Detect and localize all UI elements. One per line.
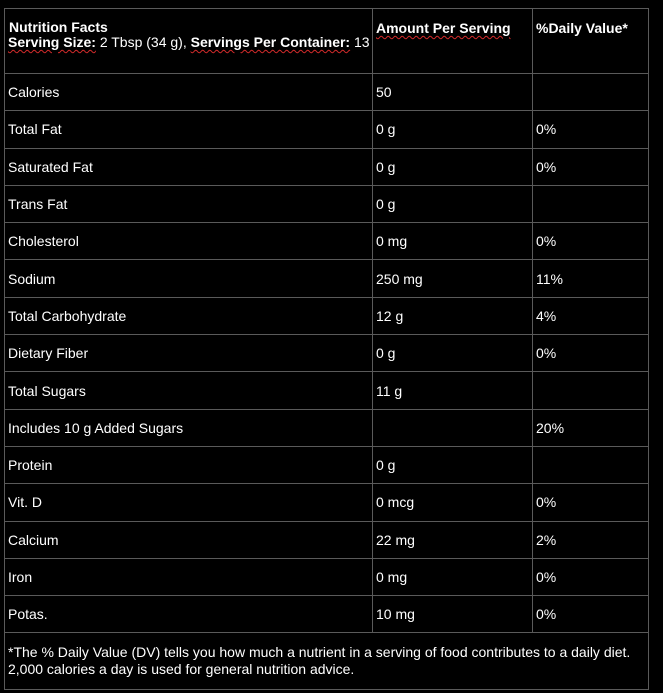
nutrient-name-cell[interactable] (5, 148, 373, 185)
nutrient-name-cell[interactable] (5, 484, 373, 521)
footnote-line-2: 2,000 calories a day is used for general nutrition advice. (8, 661, 355, 678)
amount-text: 0 mg (376, 233, 408, 250)
daily-value-cell[interactable] (533, 260, 649, 297)
nutrient-name-text: Total Carbohydrate (8, 307, 127, 324)
nutrient-name-text: Total Fat (8, 121, 62, 138)
serving-info (8, 35, 372, 50)
header-dv-cell[interactable] (533, 9, 649, 74)
amount-cell[interactable] (373, 185, 533, 222)
nutrient-name-cell[interactable] (5, 335, 373, 372)
amount-text: 0 g (376, 121, 396, 138)
amount-text: 22 mg (376, 531, 415, 548)
daily-value-text: 11% (536, 270, 563, 287)
servings-value: 13 (354, 34, 370, 50)
amount-cell[interactable] (373, 260, 533, 297)
header-title-cell[interactable] (5, 9, 373, 74)
header-amount-cell[interactable] (373, 9, 533, 74)
daily-value-cell[interactable] (533, 596, 649, 633)
table-row (5, 223, 649, 260)
serving-size-label: Serving Size: (8, 34, 96, 50)
nutrient-name-cell[interactable] (5, 111, 373, 148)
nutrient-name-text: Trans Fat (8, 196, 68, 213)
amount-cell[interactable] (373, 148, 533, 185)
amount-cell[interactable] (373, 558, 533, 595)
nutrition-facts-table (4, 8, 649, 690)
nutrient-name-text: Calcium (8, 531, 59, 548)
daily-value-cell[interactable] (533, 74, 649, 111)
table-row (5, 521, 649, 558)
amount-text: 0 g (376, 457, 396, 474)
nutrient-name-text: Iron (8, 569, 33, 585)
daily-value-cell[interactable] (533, 185, 649, 222)
table-row (5, 111, 649, 148)
daily-value-cell[interactable] (533, 409, 649, 446)
nutrient-name-text: Calories (8, 84, 60, 101)
nutrient-name-cell[interactable] (5, 185, 373, 222)
nutrient-name-cell[interactable] (5, 446, 373, 483)
nutrient-name-text: Dietary Fiber (8, 345, 89, 362)
daily-value-text: 0% (536, 345, 557, 362)
nutrient-name-cell[interactable] (5, 558, 373, 595)
amount-cell[interactable] (373, 74, 533, 111)
nutrient-name-text: Total Sugars (8, 382, 86, 399)
header-row (5, 9, 649, 74)
table-row (5, 372, 649, 409)
daily-value-cell[interactable] (533, 446, 649, 483)
amount-cell[interactable] (373, 596, 533, 633)
daily-value-cell[interactable] (533, 335, 649, 372)
amount-text: 0 g (376, 345, 396, 362)
amount-cell[interactable] (373, 409, 533, 446)
amount-cell[interactable] (373, 223, 533, 260)
table-row (5, 558, 649, 595)
nutrient-name-cell[interactable] (5, 596, 373, 633)
amount-cell[interactable] (373, 446, 533, 483)
table-row (5, 596, 649, 633)
nutrient-name-cell[interactable] (5, 223, 373, 260)
nutrient-name-text: Sodium (8, 270, 56, 287)
nutrient-name-cell[interactable] (5, 521, 373, 558)
daily-value-cell[interactable] (533, 297, 649, 334)
daily-value-cell[interactable] (533, 223, 649, 260)
servings-label: Servings Per Container: (190, 34, 351, 50)
table-row (5, 297, 649, 334)
daily-value-cell[interactable] (533, 372, 649, 409)
amount-text: 12 g (376, 307, 404, 324)
table-row (5, 335, 649, 372)
amount-cell[interactable] (373, 111, 533, 148)
daily-value-header: %Daily Value* (536, 20, 628, 36)
amount-text: 0 g (376, 196, 396, 213)
daily-value-text: 0% (536, 494, 557, 511)
daily-value-cell[interactable] (533, 111, 649, 148)
daily-value-text: 2% (536, 531, 557, 548)
table-row (5, 74, 649, 111)
amount-cell[interactable] (373, 335, 533, 372)
daily-value-text: 0% (536, 158, 557, 175)
nutrient-name-text: Vit. D (8, 494, 42, 511)
amount-cell[interactable] (373, 297, 533, 334)
nutrient-name-text: Saturated Fat (8, 158, 93, 175)
daily-value-text: 4% (536, 307, 557, 324)
daily-value-text: 0% (536, 121, 557, 138)
nutrient-name-text: Protein (8, 457, 53, 474)
daily-value-text: 20% (536, 419, 565, 436)
serving-size-value: 2 Tbsp (34 g), (99, 34, 187, 50)
nutrient-name-text: Cholesterol (8, 233, 79, 250)
table-row (5, 484, 649, 521)
daily-value-text: 0% (536, 606, 557, 623)
daily-value-text: 0% (536, 233, 557, 250)
amount-text: 50 (376, 84, 392, 101)
amount-text: 10 mg (376, 606, 415, 623)
nutrient-name-cell[interactable] (5, 372, 373, 409)
nutrient-name-cell[interactable] (5, 74, 373, 111)
nutrient-name-text: Potas. (8, 606, 48, 623)
nutrition-facts-title: Nutrition Facts (9, 19, 108, 35)
daily-value-cell[interactable] (533, 148, 649, 185)
amount-per-serving-header: Amount Per Serving (376, 20, 511, 36)
amount-text: 11 g (376, 382, 403, 399)
daily-value-text: 0% (536, 569, 557, 585)
nutrient-name-cell[interactable] (5, 297, 373, 334)
footnote-row (5, 633, 649, 690)
footnote-line-1: *The % Daily Value (DV) tells you how much a nutrient in a serving of food contributes to a daily diet. (8, 644, 631, 661)
nutrient-rows (5, 74, 649, 633)
daily-value-cell[interactable] (533, 521, 649, 558)
amount-cell[interactable] (373, 521, 533, 558)
amount-text: 0 mg (376, 569, 408, 585)
nutrient-name-text: Includes 10 g Added Sugars (8, 419, 184, 436)
table-row (5, 409, 649, 446)
amount-cell[interactable] (373, 372, 533, 409)
footnote-cell[interactable] (5, 633, 649, 690)
table-row (5, 260, 649, 297)
table-row (5, 446, 649, 483)
nutrient-name-cell[interactable] (5, 409, 373, 446)
daily-value-cell[interactable] (533, 558, 649, 595)
amount-cell[interactable] (373, 484, 533, 521)
table-row (5, 148, 649, 185)
table-row (5, 185, 649, 222)
amount-text: 250 mg (376, 270, 423, 287)
amount-text: 0 g (376, 158, 396, 175)
nutrient-name-cell[interactable] (5, 260, 373, 297)
amount-text: 0 mcg (376, 494, 415, 511)
daily-value-cell[interactable] (533, 484, 649, 521)
